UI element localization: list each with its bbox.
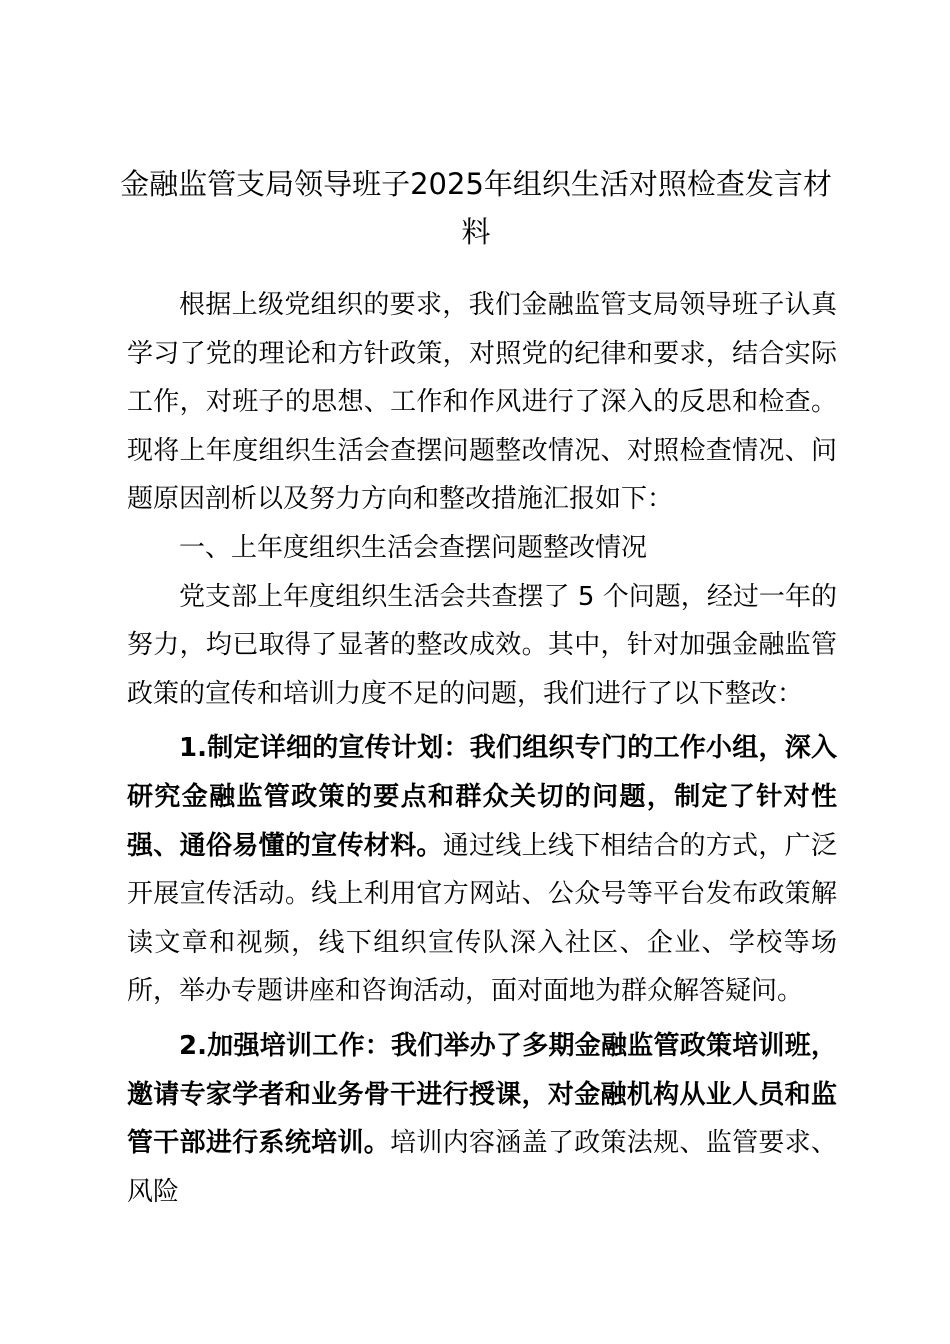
section-heading: 一、上年度组织生活会查摆问题整改情况 xyxy=(179,532,648,563)
item-1-paragraph xyxy=(127,724,837,1016)
document-title: 金融监管支局领导班子2025年组织生活对照检查发言材料 xyxy=(120,167,832,249)
item-2-lead: 2.加强培训工作：我们举办了多期金融监管政策培训班，邀请专家学者和业务骨干进行授课，对金融机构从业人员和监管干部进行系统培训。 xyxy=(127,1030,837,1159)
intro-paragraph: 根据上级党组织的要求，我们金融监管支局领导班子认真学习了党的理论和方针政策，对照党的纪律和要求，结合实际工作，对班子的思想、工作和作风进行了深入的反思和检查。现将上年度组织生活会查摆问题整改情况、对照检查情况、问题原因剖析以及努力方向和整改措施汇报如下： xyxy=(127,290,837,515)
section-paragraph: 党支部上年度组织生活会共查摆了 5 个问题，经过一年的努力，均已取得了显著的整改成效。其中，针对加强金融监管政策的宣传和培训力度不足的问题，我们进行了以下整改： xyxy=(127,581,837,709)
document-body xyxy=(127,281,837,1216)
item-1-lead: 1.制定详细的宣传计划：我们组织专门的工作小组，深入研究金融监管政策的要点和群众关切的问题，制定了针对性强、通俗易懂的宣传材料。 xyxy=(127,733,837,861)
item-2-paragraph xyxy=(127,1022,837,1216)
item-2-body: 培训内容涵盖了政策法规、监管要求、风险 xyxy=(127,1128,837,1207)
item-1-body: 通过线上线下相结合的方式，广泛开展宣传活动。线上利用官方网站、公众号等平台发布政策解读文章和视频，线下组织宣传队深入社区、企业、学校等场所，举办专题讲座和咨询活动，面对面地为群众解答疑问。 xyxy=(127,830,837,1007)
